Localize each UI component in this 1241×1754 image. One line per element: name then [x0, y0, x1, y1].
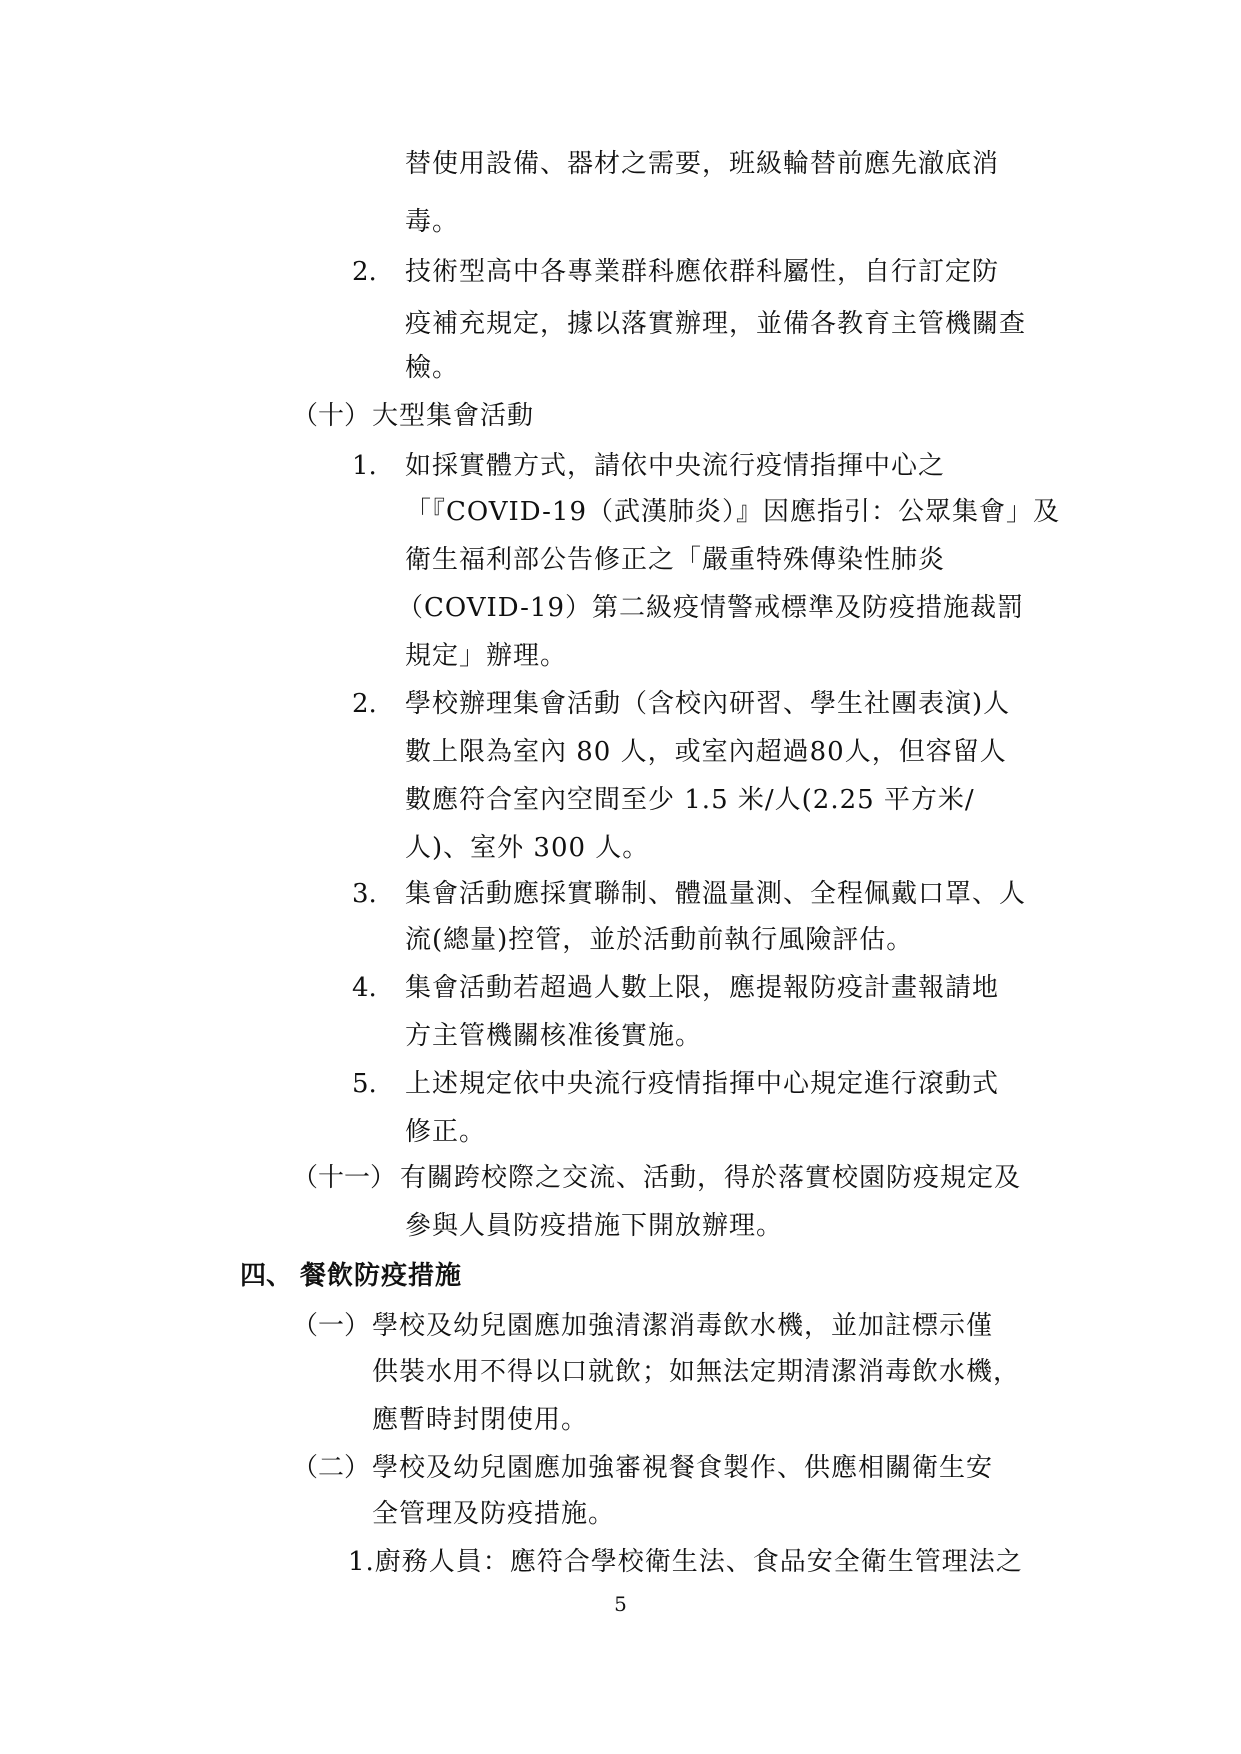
text-line: 學校及幼兒園應加強清潔消毒飲水機，並加註標示僅: [372, 1311, 994, 1341]
list-number: 4.: [352, 973, 377, 1003]
list-number: 5.: [352, 1069, 377, 1099]
text-line: 人)、室外 300 人。: [405, 833, 650, 863]
text-line: 疫補充規定，據以落實辦理，並備各教育主管機關查: [405, 309, 1027, 339]
list-number: 3.: [352, 879, 377, 909]
text-line: 替使用設備、器材之需要，班級輪替前應先澈底消: [405, 149, 1000, 179]
list-number: 2.: [352, 257, 377, 287]
text-line: 技術型高中各專業群科應依群科屬性，自行訂定防: [405, 257, 1000, 287]
list-number: 2.: [352, 689, 377, 719]
text-line: 數上限為室內 80 人，或室內超過80人，但容留人: [405, 737, 1007, 767]
text-line: 學校及幼兒園應加強審視餐食製作、供應相關衛生安: [372, 1453, 994, 1483]
text-line: 「『COVID-19（武漢肺炎）』因應指引：公眾集會」及: [405, 497, 1060, 527]
text-line: 參與人員防疫措施下開放辦理。: [405, 1211, 784, 1241]
section-number: （十）: [292, 401, 371, 431]
text-line: 全管理及防疫措施。: [372, 1499, 616, 1529]
text-line: 毒。: [405, 207, 460, 237]
text-line: 數應符合室內空間至少 1.5 米/人(2.25 平方米/: [405, 785, 975, 815]
page-number: 5: [614, 1592, 627, 1616]
text-line: 供裝水用不得以口就飲；如無法定期清潔消毒飲水機，: [372, 1357, 1021, 1387]
text-line: 規定」辦理。: [405, 641, 568, 671]
section-title: 大型集會活動: [372, 401, 535, 431]
text-line: 應暫時封閉使用。: [372, 1405, 589, 1435]
text-line: 集會活動應採實聯制、體溫量測、全程佩戴口罩、人: [405, 879, 1027, 909]
text-line: 有關跨校際之交流、活動，得於落實校園防疫規定及: [400, 1163, 1022, 1193]
chapter-number: 四、: [240, 1261, 293, 1291]
text-line: （COVID-19）第二級疫情警戒標準及防疫措施裁罰: [397, 593, 1024, 623]
section-number: （一）: [292, 1311, 371, 1341]
text-line: 修正。: [405, 1117, 487, 1147]
text-line: 如採實體方式，請依中央流行疫情指揮中心之: [405, 451, 946, 481]
text-line: 方主管機關核准後實施。: [405, 1021, 703, 1051]
text-line: 流(總量)控管，並於活動前執行風險評估。: [405, 925, 914, 955]
text-line: 集會活動若超過人數上限，應提報防疫計畫報請地: [405, 973, 1000, 1003]
text-line: 上述規定依中央流行疫情指揮中心規定進行滾動式: [405, 1069, 1000, 1099]
text-line: 檢。: [405, 353, 460, 383]
section-number: （二）: [292, 1453, 371, 1483]
text-line: 學校辦理集會活動（含校內研習、學生社團表演)人: [405, 689, 1011, 719]
section-number: （十一）: [292, 1163, 397, 1193]
text-line: 1.廚務人員：應符合學校衛生法、食品安全衛生管理法之: [348, 1547, 1023, 1577]
text-line: 衛生福利部公告修正之「嚴重特殊傳染性肺炎: [405, 545, 946, 575]
list-number: 1.: [352, 451, 377, 481]
chapter-title: 餐飲防疫措施: [300, 1261, 463, 1291]
